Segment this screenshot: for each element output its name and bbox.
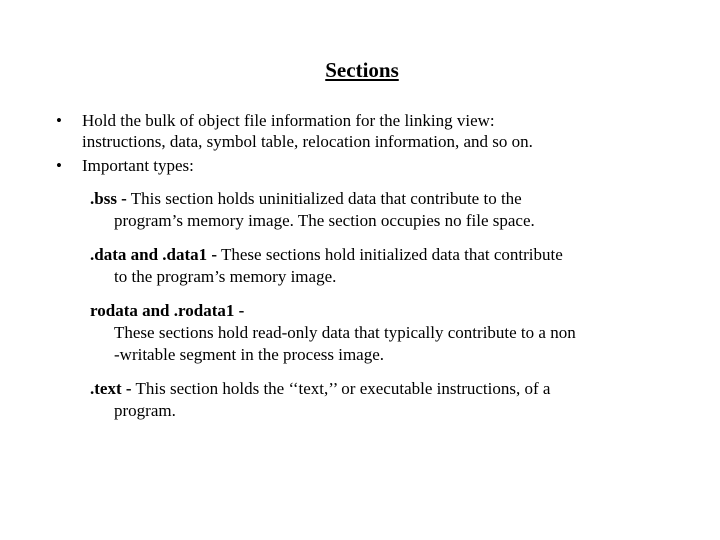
bullet-text-line: Important types: xyxy=(82,156,194,175)
section-description: This section holds uninitialized data that contribute to the xyxy=(126,189,522,208)
section-description: -writable segment in the process image. xyxy=(114,345,385,364)
section-entry-bss xyxy=(90,188,660,232)
section-type-list xyxy=(90,188,660,434)
section-description: These sections hold read-only data that typically contribute to a non xyxy=(114,323,576,342)
bullet-text-line: instructions, data, symbol table, relocation information, and so on. xyxy=(82,132,533,151)
slide-title: Sections xyxy=(325,58,399,82)
section-term: .bss - xyxy=(90,189,127,208)
section-entry-rodata xyxy=(90,300,660,366)
section-description: program. xyxy=(114,401,176,420)
section-term: .data and .data1 - xyxy=(90,245,218,264)
bullet-item xyxy=(56,155,676,176)
section-entry-data xyxy=(90,244,660,288)
section-description: This section holds the ‘‘text,’’ or executable instructions, of a xyxy=(131,379,551,398)
bullet-list xyxy=(56,110,676,179)
bullet-marker: • xyxy=(56,111,62,130)
section-term: rodata and .rodata1 - xyxy=(90,301,245,320)
section-term: .text - xyxy=(90,379,132,398)
section-entry-text xyxy=(90,378,660,422)
section-description: to the program’s memory image. xyxy=(114,267,337,286)
bullet-text-line: Hold the bulk of object file information for the linking view: xyxy=(82,111,495,130)
section-description: program’s memory image. The section occupies no file space. xyxy=(114,211,535,230)
section-description: These sections hold initialized data that contribute xyxy=(217,245,563,264)
bullet-marker: • xyxy=(56,156,62,175)
bullet-item xyxy=(56,110,676,152)
